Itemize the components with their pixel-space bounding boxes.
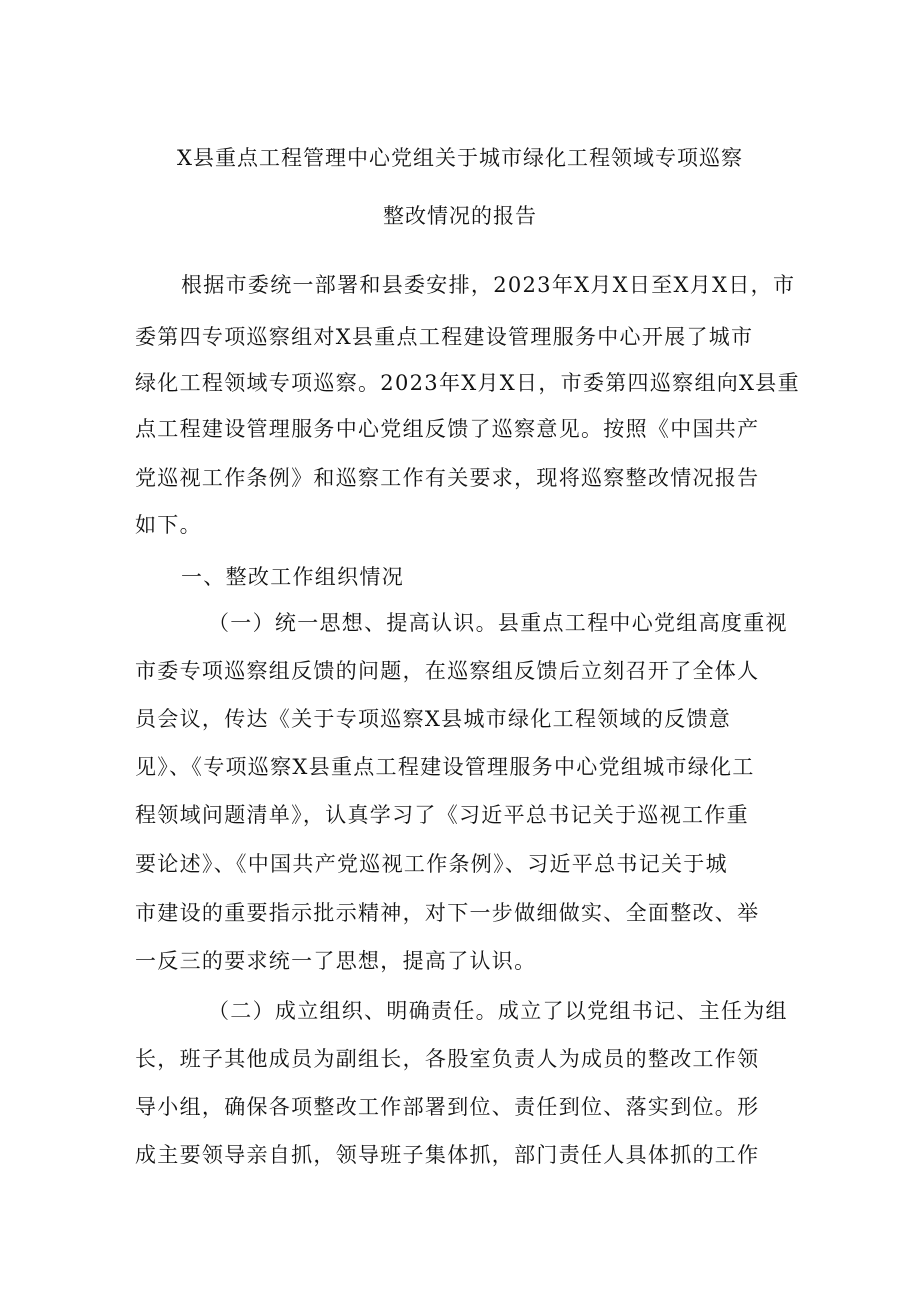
paragraph-2-line: 见》、《专项巡察X县重点工程建设管理服务中心党组城市绿化工	[135, 755, 755, 779]
document-title-line-2: 整改情况的报告	[383, 204, 537, 228]
paragraph-2-line: 市建设的重要指示批示精神，对下一步做细做实、全面整改、举	[135, 901, 760, 925]
paragraph-2-line: 要论述》、《中国共产党巡视工作条例》、习近平总书记关于城	[135, 852, 728, 876]
paragraph-2-line: 市委专项巡察组反馈的问题，在巡察组反馈后立刻召开了全体人	[135, 659, 760, 683]
document-title-line-1: X县重点工程管理中心党组关于城市绿化工程领域专项巡察	[177, 146, 743, 170]
paragraph-2-line: （一）统一思想、提高认识。县重点工程中心党组高度重视	[208, 611, 788, 635]
paragraph-1-line: 绿化工程领域专项巡察。2023年X月X日，市委第四巡察组向X县重	[135, 371, 800, 395]
paragraph-3-line: 导小组，确保各项整改工作部署到位、责任到位、落实到位。形	[135, 1095, 760, 1119]
paragraph-3-line: （二）成立组织、明确责任。成立了以党组书记、主任为组	[208, 999, 788, 1023]
paragraph-2-line: 一反三的要求统一了思想，提高了认识。	[135, 949, 537, 973]
section-heading-1: 一、整改工作组织情况	[181, 565, 404, 589]
paragraph-1-line: 点工程建设管理服务中心党组反馈了巡察意见。按照《中国共产	[135, 417, 760, 441]
paragraph-2-line: 程领域问题清单》，认真学习了《习近平总书记关于巡视工作重	[135, 803, 749, 827]
paragraph-3-line: 成主要领导亲自抓，领导班子集体抓，部门责任人具体抓的工作	[135, 1143, 760, 1167]
paragraph-1-line: 如下。	[135, 513, 202, 537]
paragraph-2-line: 员会议，传达《关于专项巡察X县城市绿化工程领域的反馈意	[135, 707, 732, 731]
paragraph-1-line: 委第四专项巡察组对X县重点工程建设管理服务中心开展了城市	[135, 325, 754, 349]
paragraph-1-line: 根据市委统一部署和县委安排，2023年X月X日至X月X日，市	[181, 273, 796, 297]
paragraph-1-line: 党巡视工作条例》和巡察工作有关要求，现将巡察整改情况报告	[135, 466, 760, 490]
paragraph-3-line: 长，班子其他成员为副组长，各股室负责人为成员的整改工作领	[135, 1047, 760, 1071]
